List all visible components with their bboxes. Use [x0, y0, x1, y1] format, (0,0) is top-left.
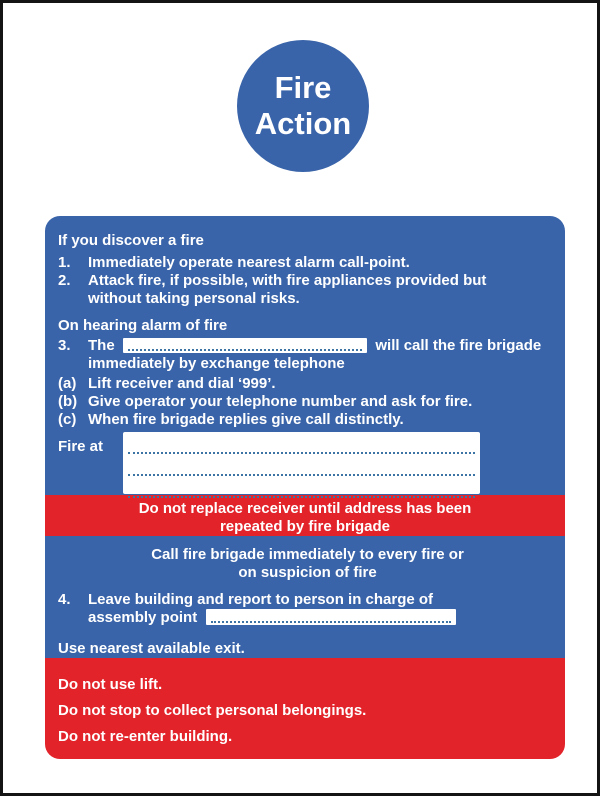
prohibition-line-lift: Do not use lift. — [58, 676, 163, 693]
fire-action-badge — [237, 40, 369, 172]
discover-fire-heading: If you discover a fire — [58, 232, 204, 249]
receiver-warning-line1: Do not replace receiver until address has been — [138, 500, 472, 517]
step-text: Give operator your telephone number and ask for fire. — [88, 393, 473, 410]
section-discover-fire — [45, 216, 565, 495]
item4-line2 — [88, 609, 557, 627]
fill-in-line — [128, 454, 475, 476]
item-text — [88, 591, 557, 627]
step-letter: (c) — [58, 411, 77, 428]
item3-line2: immediately by exchange telephone — [88, 355, 345, 372]
badge-title-line2: Action — [254, 106, 352, 141]
prohibition-line-reenter: Do not re-enter building. — [58, 728, 233, 745]
fire-at-row — [58, 432, 557, 494]
item3-line1 — [88, 337, 557, 355]
item-text: Immediately operate nearest alarm call-point. — [88, 254, 410, 271]
assembly-point-label: assembly point — [88, 609, 202, 626]
item-text-line2: without taking personal risks. — [88, 290, 300, 307]
item-number: 4. — [58, 591, 71, 608]
receiver-warning-band — [45, 495, 565, 536]
call-brigade-note-line2: on suspicion of fire — [238, 564, 377, 581]
step-b — [58, 393, 557, 411]
item-number: 1. — [58, 254, 71, 271]
step-text: When fire brigade replies give call distinctly. — [88, 411, 404, 428]
instructions-panel — [45, 216, 565, 759]
instruction-item-4 — [58, 591, 557, 627]
step-letter: (a) — [58, 375, 77, 392]
hearing-alarm-subheading: On hearing alarm of fire — [58, 317, 228, 334]
fill-in-blank-assembly-point — [206, 609, 456, 625]
item4-line1: Leave building and report to person in charge of — [88, 591, 434, 608]
item3-pre-text: The — [88, 337, 119, 354]
prohibition-line-belongings: Do not stop to collect personal belongings. — [58, 702, 367, 719]
instruction-item-2 — [58, 272, 557, 308]
item-text — [88, 272, 557, 308]
item-text — [88, 337, 557, 373]
step-letter: (b) — [58, 393, 78, 410]
step-a — [58, 375, 557, 393]
instruction-item-3 — [58, 337, 557, 373]
fill-in-line — [128, 432, 475, 454]
fill-in-blank-fire-at — [123, 432, 480, 494]
fire-at-label: Fire at — [58, 438, 104, 455]
receiver-warning-line2: repeated by fire brigade — [219, 518, 391, 535]
exit-note: Use nearest available exit. — [58, 640, 245, 657]
item-number: 3. — [58, 337, 71, 354]
item-text-line1: Attack fire, if possible, with fire appliances provided but — [88, 272, 487, 289]
prohibition-notes — [45, 658, 565, 759]
instruction-item-1 — [58, 254, 557, 272]
item-number: 2. — [58, 272, 71, 289]
step-text: Lift receiver and dial ‘999’. — [88, 375, 276, 392]
call-brigade-note-line1: Call fire brigade immediately to every fire or — [151, 546, 464, 563]
badge-title-line1: Fire — [274, 70, 332, 105]
item3-post-text: will call the fire brigade — [371, 337, 542, 354]
section-evacuate — [45, 536, 565, 658]
step-c — [58, 411, 557, 429]
fill-in-blank-operator — [123, 338, 367, 353]
fill-in-line — [128, 476, 475, 498]
